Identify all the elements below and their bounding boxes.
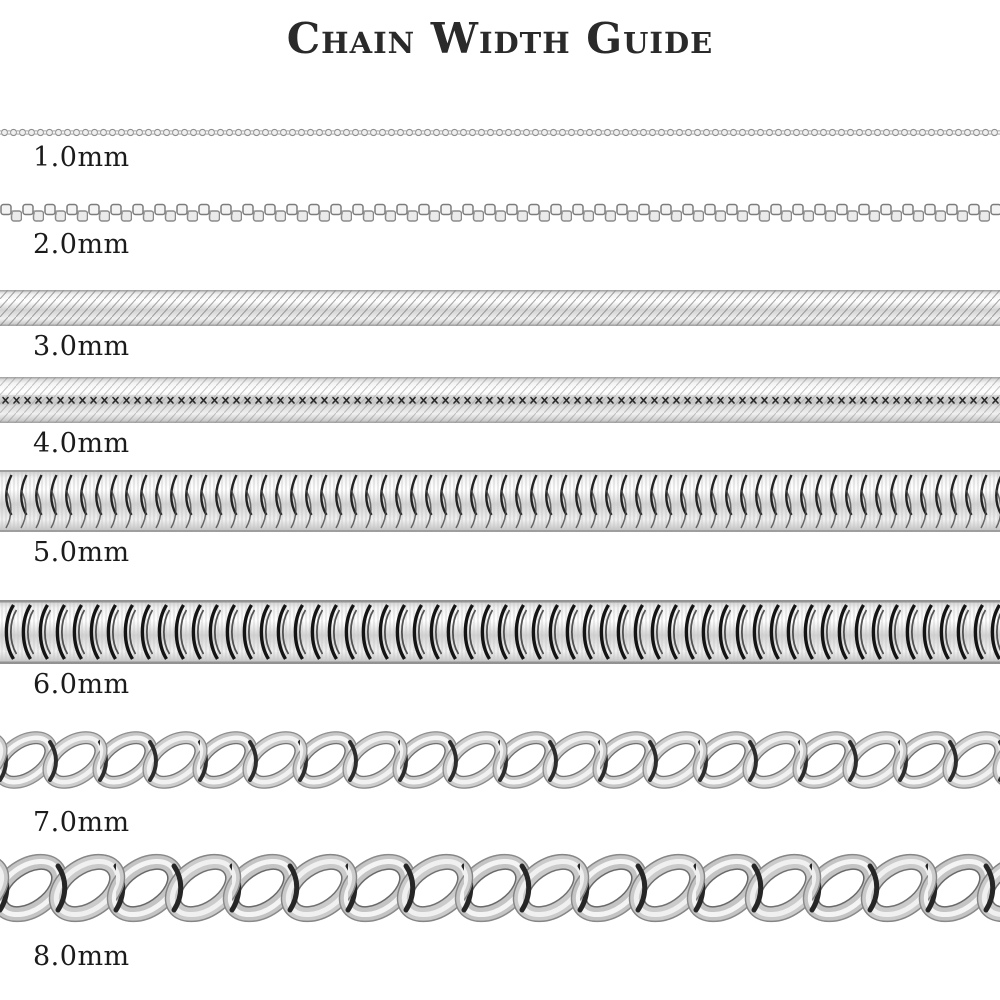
chain-row-2mm xyxy=(0,202,1000,260)
chain-width-label: 7.0mm xyxy=(33,807,130,838)
chain-row-8mm xyxy=(0,840,1000,972)
chain-image-2-0mm xyxy=(0,202,1000,224)
chain-image-6-0mm xyxy=(0,600,1000,664)
chain-row-7mm xyxy=(0,718,1000,838)
chain-row-5mm xyxy=(0,470,1000,568)
chain-width-label: 3.0mm xyxy=(33,331,130,362)
chain-image-8-0mm xyxy=(0,840,1000,936)
chain-image-1-0mm xyxy=(0,128,1000,137)
chain-image-7-0mm xyxy=(0,718,1000,802)
chain-width-label: 2.0mm xyxy=(33,229,130,260)
chain-image-5-0mm xyxy=(0,470,1000,532)
chain-row-3mm xyxy=(0,290,1000,362)
chain-row-4mm xyxy=(0,377,1000,459)
chain-image-3-0mm xyxy=(0,290,1000,326)
chain-width-label: 1.0mm xyxy=(33,142,130,173)
chain-row-1mm xyxy=(0,128,1000,173)
chain-width-label: 4.0mm xyxy=(33,428,130,459)
chain-width-label: 5.0mm xyxy=(33,537,130,568)
chain-row-6mm xyxy=(0,600,1000,700)
chain-image-4-0mm xyxy=(0,377,1000,423)
chain-width-label: 8.0mm xyxy=(33,941,130,972)
page-title: Chain Width Guide xyxy=(286,14,714,63)
chain-width-label: 6.0mm xyxy=(33,669,130,700)
